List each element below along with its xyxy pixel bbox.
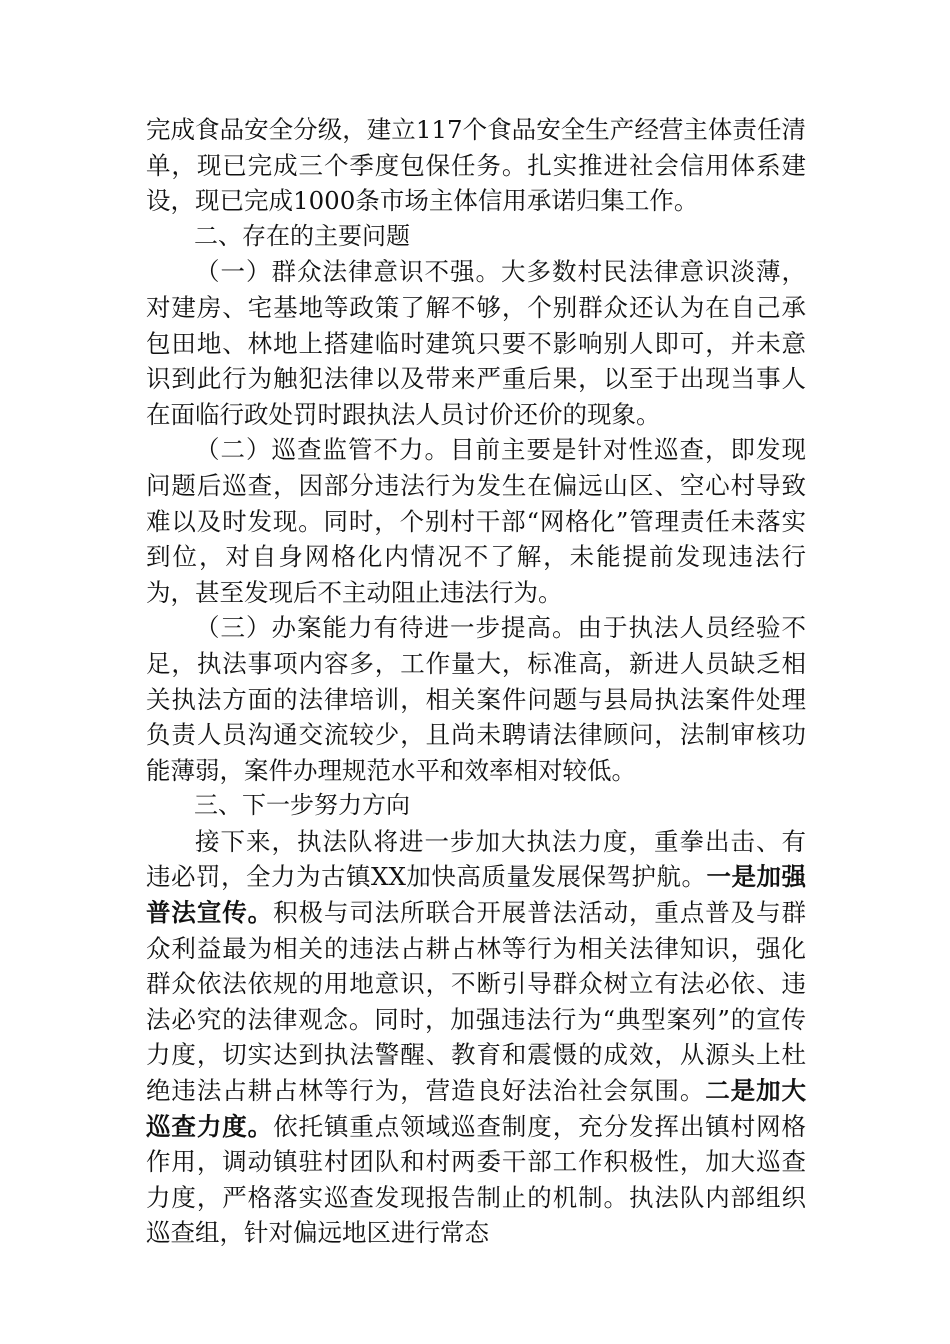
next-steps-point-1-title: 一是加强普法宣传。 — [146, 862, 806, 928]
paragraph-next-steps — [146, 824, 806, 1251]
next-steps-point-1-body: 积极与司法所联合开展普法活动，重点普及与群众利益最为相关的违法占耕占林等行为相关法律知识，强化群众依法依规的用地意识，不断引导群众树立有法必依、违法必究的法律观念。同时，加强违法行为“典型案列”的宣传力度，切实达到执法警醒、教育和震慑的成效，从源头上杜绝违法占耕占林等行为，营造良好法治社会氛围。 — [146, 898, 807, 1106]
next-steps-intro: 接下来，执法队将进一步加大执法力度，重拳出击、有违必罚，全力为古镇XX加快高质量发展保驾护航。 — [146, 826, 806, 892]
document-body — [146, 112, 806, 1251]
paragraph-problem-3 — [146, 610, 806, 788]
problem-3-body: 由于执法人员经验不足，执法事项内容多，工作量大，标准高，新进人员缺乏相关执法方面的法律培训，相关案件问题与县局执法案件处理负责人员沟通交流较少，且尚未聘请法律顾问，法制审核功能薄弱，案件办理规范水平和效率相对较低。 — [146, 613, 806, 785]
problem-2-body: 目前主要是针对性巡查，即发现问题后巡查，因部分违法行为发生在偏远山区、空心村导致难以及时发现。同时，个别村干部“网格化”管理责任未落实到位，对自身网格化内情况不了解，未能提前发现违法行为，甚至发现后不主动阻止违法行为。 — [146, 435, 806, 607]
problem-2-title: （二）巡查监管不力。 — [195, 435, 450, 465]
paragraph-problem-1 — [146, 254, 806, 432]
problem-3-title: （三）办案能力有待进一步提高。 — [195, 613, 578, 643]
problem-1-body: 大多数村民法律意识淡薄，对建房、宅基地等政策了解不够，个别群众还认为在自己承包田地、林地上搭建临时建筑只要不影响别人即可，并未意识到此行为触犯法律以及带来严重后果，以至于出现当事人在面临行政处罚时跟执法人员讨价还价的现象。 — [146, 257, 806, 429]
next-steps-point-2-title: 二是加大巡查力度。 — [146, 1076, 807, 1141]
heading-next-steps: 三、下一步努力方向 — [194, 791, 410, 820]
paragraph-problem-2 — [146, 432, 806, 610]
problem-1-title: （一）群众法律意识不强。 — [195, 257, 501, 287]
paragraph-food-safety: 完成食品安全分级，建立117个食品安全生产经营主体责任清单，现已完成三个季度包保任务。扎实推进社会信用体系建设，现已完成1000条市场主体信用承诺归集工作。 — [146, 115, 806, 216]
heading-main-problems: 二、存在的主要问题 — [194, 221, 410, 250]
next-steps-point-2-body: 依托镇重点领域巡查制度，充分发挥出镇村网格作用，调动镇驻村团队和村两委干部工作积极性，加大巡查力度，严格落实巡查发现报告制止的机制。执法队内部组织巡查组，针对偏远地区进行常态 — [146, 1111, 807, 1248]
